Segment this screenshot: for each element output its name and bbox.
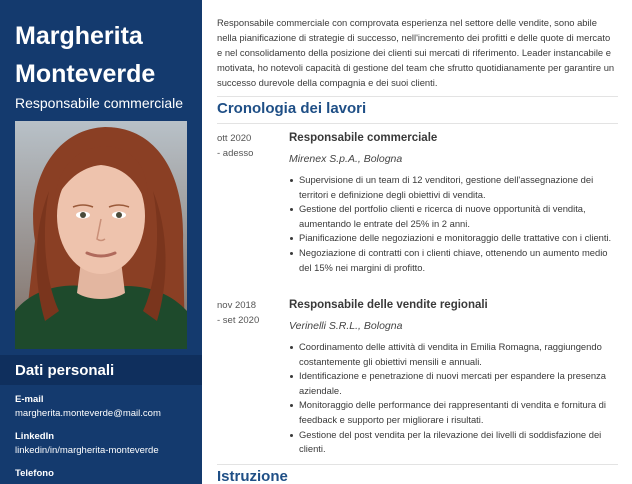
job-date-end: - set 2020	[217, 315, 260, 326]
main-content	[217, 0, 618, 484]
job-bullet-list	[289, 340, 619, 457]
profile-photo	[15, 121, 187, 349]
list-item: Gestione del portfolio clienti e ricerca di nuove opportunità di vendita, aumentando le entrate del 25% in 2 anni.	[289, 202, 619, 231]
sidebar	[0, 0, 202, 484]
linkedin-label: LinkedIn	[15, 431, 55, 442]
divider	[217, 123, 618, 124]
job-title: Responsabile commerciale	[289, 132, 438, 144]
candidate-name: Margherita Monteverde	[15, 22, 156, 88]
divider	[217, 464, 618, 465]
job-date-start: ott 2020	[217, 133, 252, 144]
list-item: Identificazione e penetrazione di nuovi mercati per espandere la presenza aziendale.	[289, 369, 619, 398]
email-label: E-mail	[15, 394, 44, 405]
job-bullet-list	[289, 173, 619, 275]
list-item: Supervisione di un team di 12 venditori, gestione dell'assegnazione dei territori e definizione degli obiettivi di vendita.	[289, 173, 619, 202]
list-item: Monitoraggio delle performance dei rappresentanti di vendita e fornitura di feedback e supporto per migliorare i risultati.	[289, 398, 619, 427]
personal-section-title: Dati personali	[15, 362, 115, 379]
list-item: Negoziazione di contratti con i clienti chiave, ottenendo un aumento medio del 15% nei margini di profitto.	[289, 246, 619, 275]
phone-label: Telefono	[15, 468, 54, 479]
list-item: Coordinamento delle attività di vendita in Emilia Romagna, raggiungendo costantemente gli obiettivi mensili e annuali.	[289, 340, 619, 369]
candidate-role: Responsabile commerciale	[15, 95, 184, 111]
work-history-title: Cronologia dei lavori	[217, 100, 367, 117]
divider	[217, 96, 618, 97]
linkedin-value[interactable]: linkedin/in/margherita-monteverde	[15, 445, 159, 456]
list-item: Gestione del post vendita per la rilevazione dei livelli di soddisfazione dei clienti.	[289, 428, 619, 457]
job-company: Mirenex S.p.A., Bologna	[289, 153, 403, 165]
list-item: Pianificazione delle negoziazioni e monitoraggio delle trattative con i clienti.	[289, 231, 619, 246]
profile-summary: Responsabile commerciale con comprovata esperienza nel settore delle vendite, sono abile nella pianificazione di strategie di successo, nell'incremento dei profitti e delle quote di mercato e nel consolidamento della posizione dei clienti sui mercati di riferimento. Leader instancabile e motivata, ho notevoli capacità di gestione del team che sfrutto quotidianamente per garantire un successo durevole della compagnia e dei suoi clienti.	[217, 17, 615, 88]
job-company: Verinelli S.R.L., Bologna	[289, 320, 403, 332]
education-title: Istruzione	[217, 468, 288, 484]
job-title: Responsabile delle vendite regionali	[289, 299, 488, 311]
job-date-start: nov 2018	[217, 300, 257, 311]
job-date-end: - adesso	[217, 148, 254, 159]
email-value[interactable]: margherita.monteverde@mail.com	[15, 408, 161, 419]
